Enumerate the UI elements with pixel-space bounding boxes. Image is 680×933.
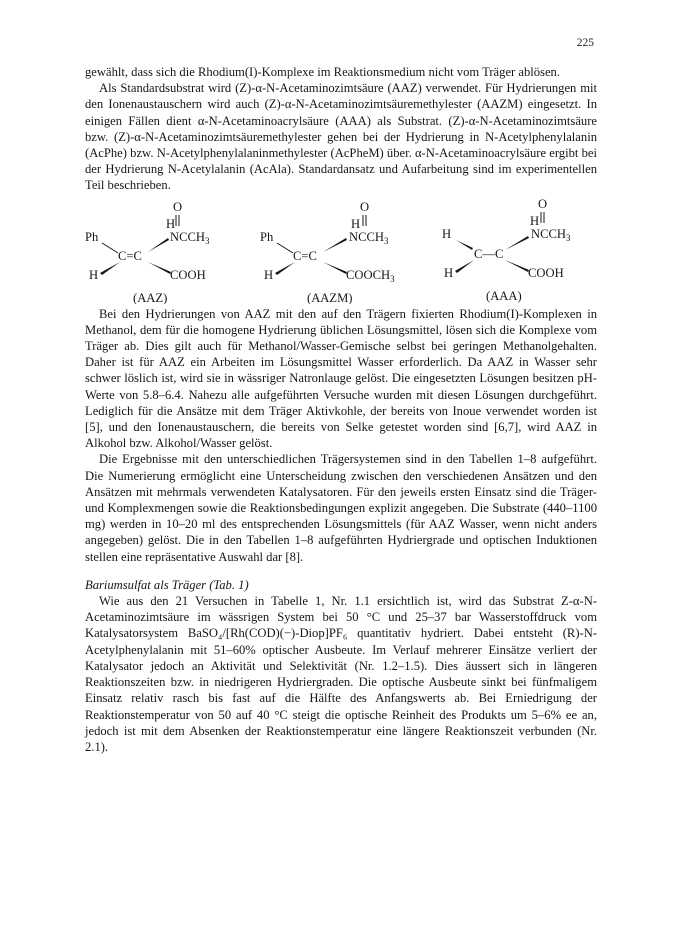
amide-group: $NCCH_3$ <box>349 229 389 246</box>
wedge-bond <box>148 262 171 274</box>
paragraph: Als Standardsubstrat wird (Z)-α-N-Acetaminozimtsäure (AAZ) verwendet. Für Hydrierungen mit den Ionenaustauschern wird auch (Z)-α-N-Acetaminozimtsäuremethylester (AAZM) eingesetzt. In einigen Fällen dient α-N-Acetaminoacrylsäure (AAA) als Substrat. (Z)-α-N-Acetaminozimtsäure bzw. (Z)-α-N-Acetaminozimtsäuremethylester gehen bei der Hydrierung in N-Acetylphenylalanin (AcPhe) bzw. N-Acetylphenylalaninmethylester (AcPheM) über. α-N-Acetaminoacrylsäure ergibt bei der Hydrierung N-Acetylalanin (AcAla). Standardansatz und Aufarbeitung sind im experimentellen Teil beschrieben. <box>85 81 597 193</box>
substituent-top: H <box>442 226 452 241</box>
acid-group: COOH <box>528 265 564 280</box>
wedge-bond <box>323 238 347 252</box>
paragraph: Bei den Hydrierungen von AAZ mit den auf den Trägern fixierten Rhodium(I)-Komplexen in Methanol, dem für die homogene Hydrierung üblichen Lösungsmittel, lösen sich die Komplexe vom Träger ab. Dies gilt auch für Methanol/Wasser-Gemische selbst bei geringen Methanolgehalten. Daher ist für AAZ ein Arbeiten im Lösungsmittel Wasser erforderlich. Da AAZ in Wasser sehr schwer löslich ist, wird sie in wässriger Natronlauge gelöst. Die eingesetzten Lösungen besitzen pH-Werte von 5.8–6.4. Nahezu alle aufgeführten Versuche wurden mit diesen Lösungen durchgeführt. Lediglich für die Ansätze mit dem Träger Aktivkohle, der bereits von Inoue verwendet worden ist [5], und den Ionenaustauschern, die bereits von Selke getestet worden sind [6,7], wird AAZ in Alkohol bzw. Alkohol/Wasser gelöst. <box>85 306 597 451</box>
wedge-bond <box>456 240 473 250</box>
alkene-carbons: C=C <box>118 248 142 263</box>
amide-hydrogen: H <box>530 213 540 228</box>
amide-group: $NCCH_3$ <box>531 226 571 243</box>
substituent-top: Ph <box>260 229 274 244</box>
substituent-bottom: H <box>264 267 274 282</box>
structure-aaa <box>442 197 571 303</box>
paragraph: gewählt, dass sich die Rhodium(I)-Komplexe im Reaktionsmedium nicht vom Träger ablösen. <box>85 65 560 79</box>
wedge-bond <box>505 260 529 272</box>
amide-hydrogen: H <box>166 216 176 231</box>
bond <box>102 243 118 253</box>
substituent-bottom: H <box>89 267 99 282</box>
carbonyl-oxygen: O <box>360 199 370 214</box>
section-heading: Bariumsulfat als Träger (Tab. 1) <box>85 577 249 592</box>
acid-group: $COOCH_3$ <box>346 267 395 284</box>
structure-aazm <box>260 200 395 304</box>
bond <box>277 243 293 253</box>
structural-formulas <box>85 196 597 304</box>
amide-hydrogen: H <box>351 216 361 231</box>
page-number: 225 <box>576 37 594 49</box>
structure-label: (AAA) <box>486 288 522 303</box>
carbonyl-oxygen: O <box>173 199 183 214</box>
substituent-bottom: H <box>444 265 454 280</box>
structure-aaz <box>85 200 210 304</box>
wedge-bond <box>148 238 169 252</box>
wedge-bond <box>455 260 474 273</box>
alkene-carbons: C=C <box>293 248 317 263</box>
wedge-bond <box>505 236 529 250</box>
acid-group: COOH <box>170 267 206 282</box>
structure-label: (AAZ) <box>133 290 168 304</box>
alkene-carbons: C—C <box>474 246 504 261</box>
paragraph: Wie aus den 21 Versuchen in Tabelle 1, Nr. 1.1 ersichtlich ist, wird das Substrat Z-α-N-Acetaminozimtsäure im wässrigen System bei 50 °C und 25–37 bar Wasserstoffdruck vom Katalysatorsystem BaSO₄/[Rh(COD)(−)-Diop]PF₆ quantitativ hydriert. Dabei entsteht (R)-N-Acetylphenylalanin mit 51–60% optischer Ausbeute. Im Verlauf mehrerer Einsätze verliert der Katalysator jedoch an Aktivität und Selektivität (Nr. 1.2–1.5). Dies äussert sich in längeren Reaktionszeiten bzw. in niedrigeren Hydriergraden. Die optische Ausbeute sinkt bei fünfmaligem Einsatz relativ rasch bis fast auf die Hälfte des Anfangswerts ab. Bei Erniedrigung der Reaktionstemperatur von 50 auf 40 °C steigt die optische Reinheit des Produkts um 5–6% ee an, jedoch ist mit dem Absenken der Reaktionstemperatur eine längere Reaktionszeit verbunden (Nr. 2.1). <box>85 594 597 754</box>
wedge-bond <box>275 262 295 275</box>
wedge-bond <box>100 262 120 275</box>
structure-label: (AAZM) <box>307 290 353 304</box>
paragraph: Die Ergebnisse mit den unterschiedlichen Trägersystemen sind in den Tabellen 1–8 aufgeführt. Die Numerierung ermöglicht eine Unterscheidung zwischen den verschiedenen Ansätzen und den Ansätzen mit mehrmals verwendeten Katalysatoren. Für den jeweils ersten Einsatz sind die Träger- und Komplexmengen sowie die Reaktionsbedingungen explizit angegeben. Die Substrate (440–1100 mg) werden in 10–20 ml des entsprechenden Lösungsmittels (für AAZ Wasser, wenn nicht anders angegeben) gelöst. Die in den Tabellen 1–8 aufgeführten Hydriergrade und optischen Induktionen stellen eine repräsentative Auswahl dar [8]. <box>85 452 597 564</box>
wedge-bond <box>323 262 347 274</box>
substituent-top: Ph <box>85 229 99 244</box>
amide-group: $NCCH_3$ <box>170 229 210 246</box>
carbonyl-oxygen: O <box>538 196 548 211</box>
body-text <box>85 64 597 755</box>
